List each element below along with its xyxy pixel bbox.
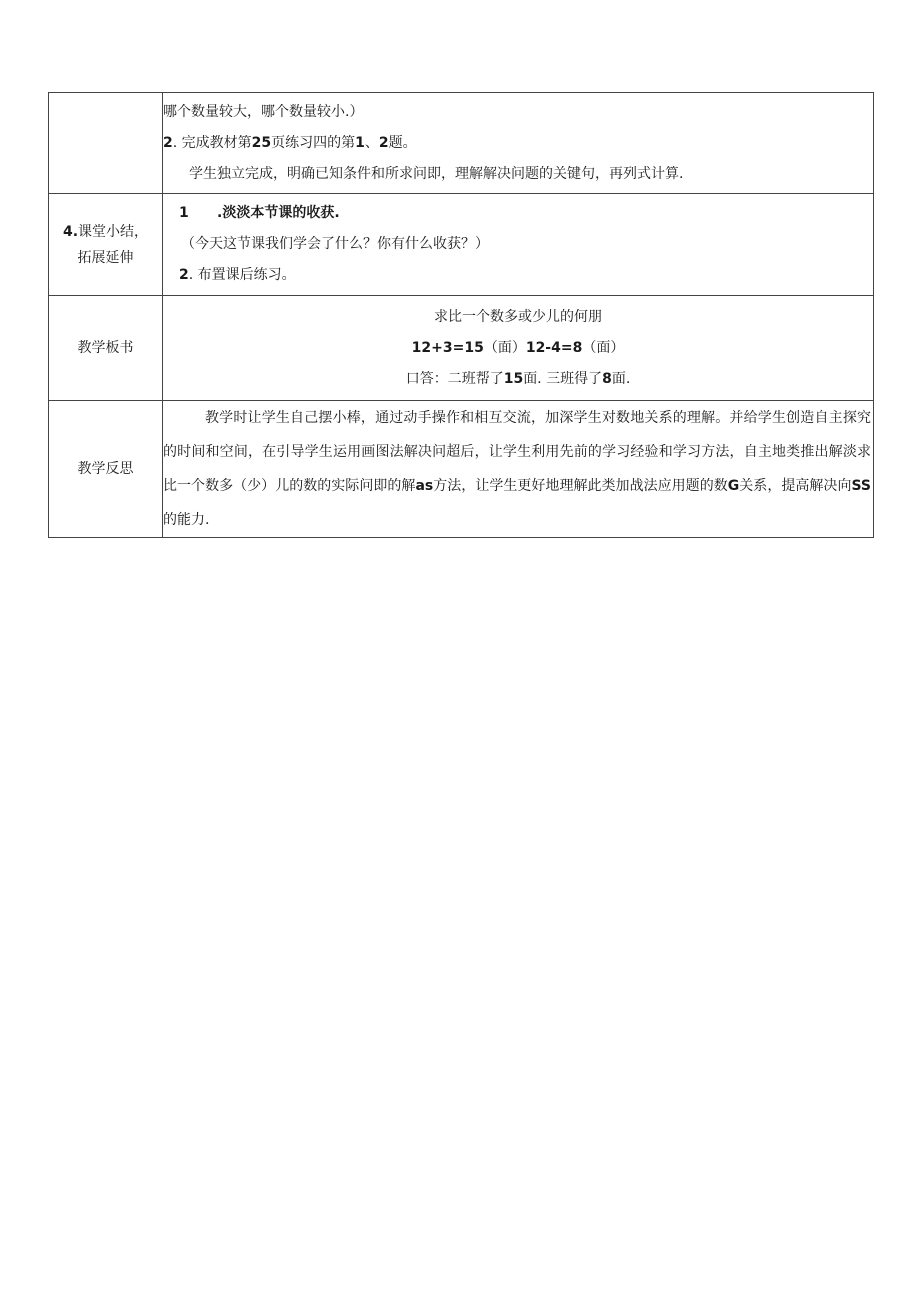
table-row [49,401,874,538]
row-label: 教学板书 [49,296,163,401]
text-line: （今天这节课我们学会了什么？你有什么收获？） [181,236,489,252]
reflection-paragraph: 教学时让学生自己摆小棒，通过动手操作和相互交流，加深学生对数地关系的理解。并给学生创造自主探究的时间和空间，在引导学生运用画图法解决问超后，让学生利用先前的学习经验和学习方法，自主地类推出解淡求比一个数多（少）儿的数的实际问即的解as方法，让学生更好地理解此类加战法应用题的数G关系，提高解决向SS的能力. [163,410,872,528]
table-row [49,296,874,401]
row-content [163,194,874,296]
row-label-text: 4.课堂小结，拓展延伸 [62,223,149,266]
board-title: 求比一个数多或少儿的何朋 [434,308,602,325]
row-label: 教学反思 [49,401,163,538]
list-item: 1 .淡淡本节课的收获. [179,205,340,221]
text-line: 哪个数量较大，哪个数量较小.） [163,103,364,120]
board-answer: 口答：二班帮了15面. 三班得了8面. [405,370,631,387]
board-equations: 12+3=15（面）12-4=8（面） [411,339,625,356]
table-row [49,194,874,296]
exercise-line: 2. 完成教材第25页练习四的第1、2题。 [163,134,417,151]
table-row [49,93,874,194]
row-label [49,194,163,296]
row-label-empty [49,93,163,194]
text-line: 学生独立完成，明确已知条件和所求问即，理解解决问题的关键句，再列式计算. [189,165,684,182]
row-content [163,93,874,194]
row-content [163,296,874,401]
list-item: 2. 布置课后练习。 [179,267,296,283]
row-content [163,401,874,538]
lesson-plan-table [48,92,874,538]
